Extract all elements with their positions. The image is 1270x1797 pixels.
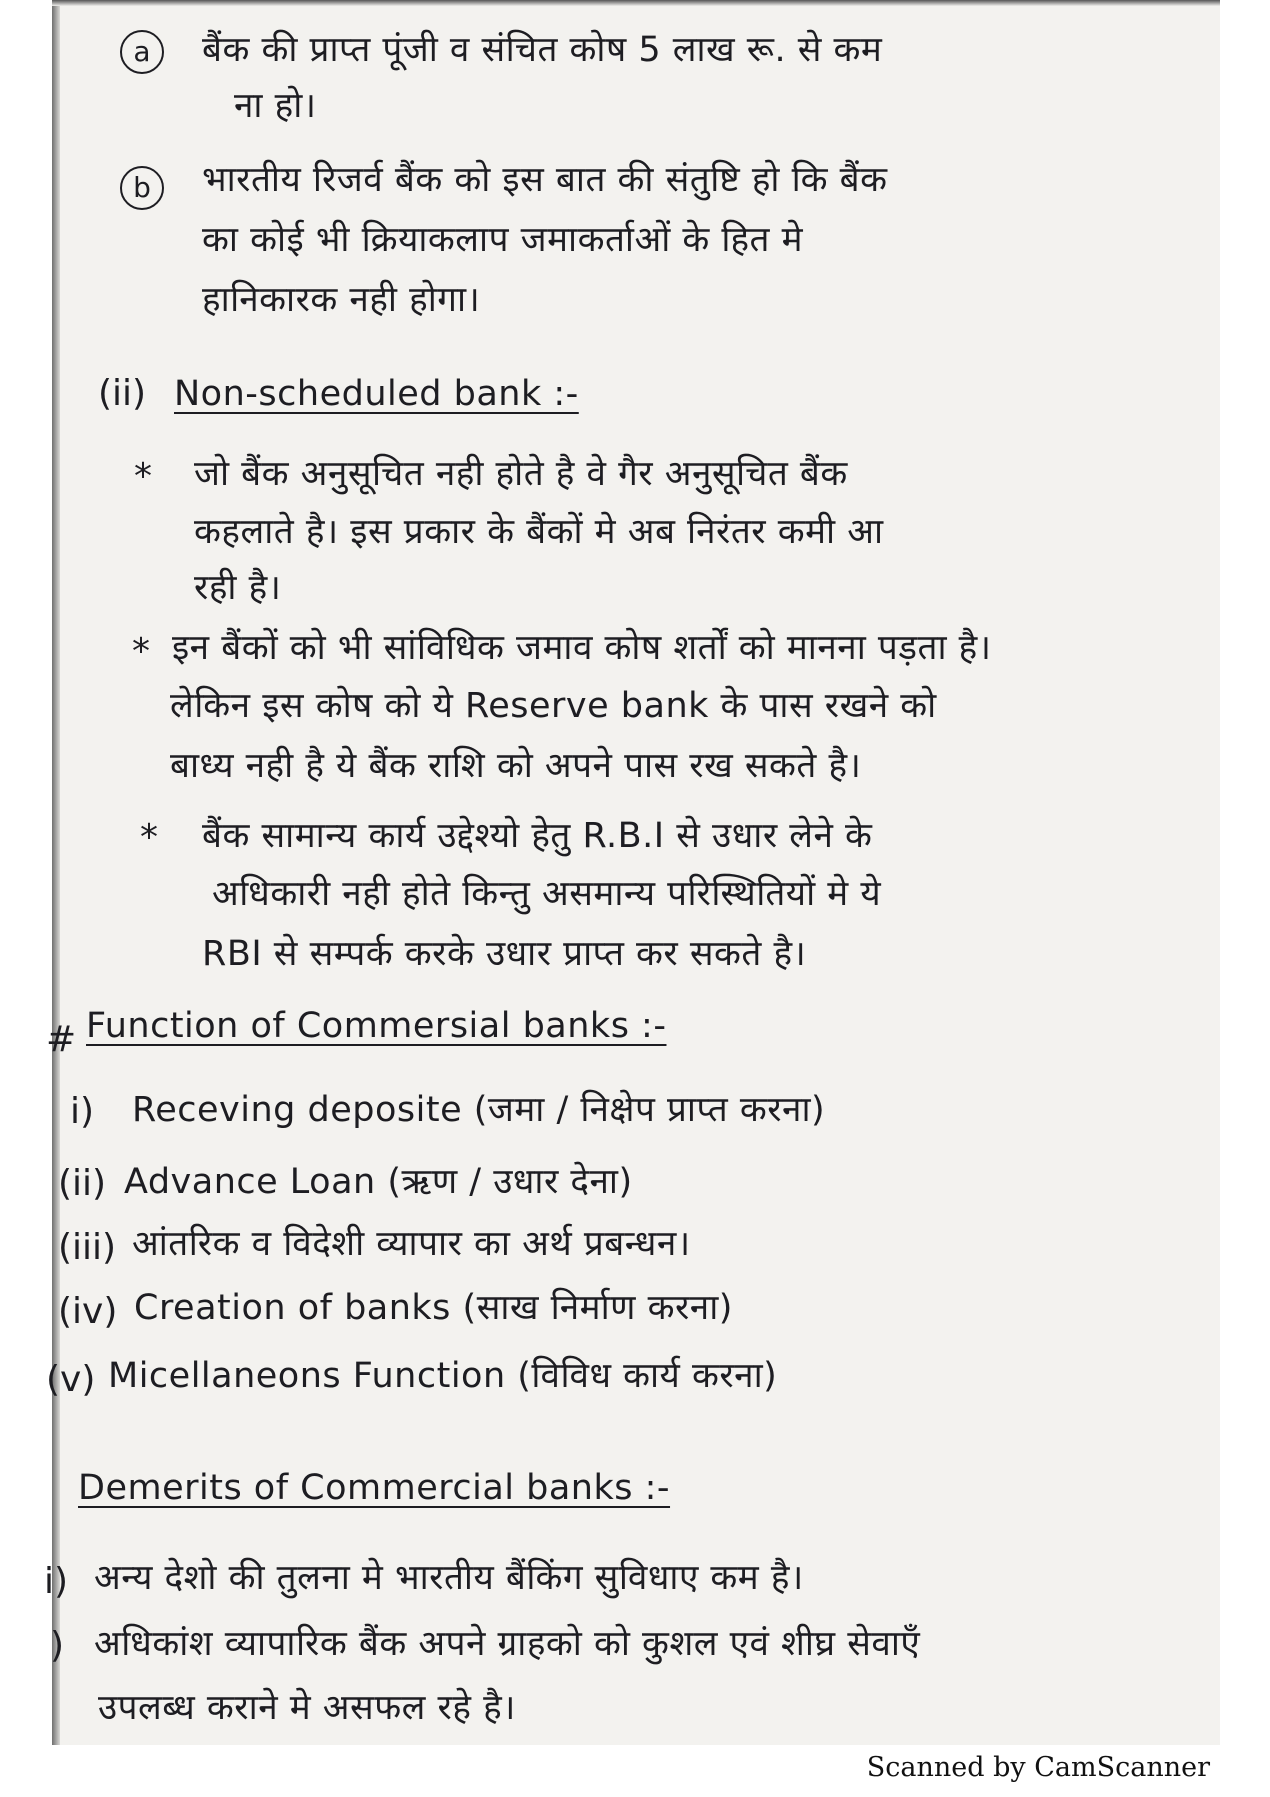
marker-i: i) bbox=[70, 1091, 95, 1132]
text-line: अधिकांश व्यापारिक बैंक अपने ग्राहको को कुशल एवं शीघ्र सेवाएँ bbox=[94, 1624, 921, 1664]
marker-ii: (ii) bbox=[98, 373, 147, 414]
marker-d1: i) bbox=[44, 1561, 69, 1602]
text-line: ना हो। bbox=[234, 86, 317, 126]
marker-b: b bbox=[120, 166, 164, 210]
marker-v: (v) bbox=[46, 1359, 96, 1400]
text-line: रही है। bbox=[194, 568, 282, 608]
list-item: आंतरिक व विदेशी व्यापार का अर्थ प्रबन्धन। bbox=[132, 1224, 691, 1264]
text-line: हानिकारक नही होगा। bbox=[202, 280, 481, 320]
marker-iii: (iii) bbox=[58, 1227, 117, 1268]
bullet-star: * bbox=[140, 817, 158, 858]
list-item: Advance Loan (ऋण / उधार देना) bbox=[124, 1162, 633, 1202]
text-line: बाध्य नही है ये बैंक राशि को अपने पास रख सकते है। bbox=[170, 746, 862, 786]
scanner-watermark: Scanned by CamScanner bbox=[866, 1752, 1210, 1783]
section-heading: Function of Commersial banks :- bbox=[86, 1006, 667, 1046]
scanned-page bbox=[44, 0, 1220, 1745]
bullet-star: * bbox=[134, 456, 152, 497]
text-line: कहलाते है। इस प्रकार के बैंकों मे अब निरंतर कमी आ bbox=[194, 512, 884, 552]
text-line: उपलब्ध कराने मे असफल रहे है। bbox=[98, 1688, 516, 1728]
section-heading: Demerits of Commercial banks :- bbox=[78, 1468, 671, 1508]
text-line: RBI से सम्पर्क करके उधार प्राप्त कर सकते है। bbox=[202, 934, 807, 974]
marker-iv: (iv) bbox=[58, 1291, 118, 1332]
marker-ii: (ii) bbox=[58, 1163, 107, 1204]
text-line: का कोई भी क्रियाकलाप जमाकर्ताओं के हित मे bbox=[202, 220, 804, 260]
marker-d2: ) bbox=[50, 1625, 65, 1666]
page-top-shadow bbox=[52, 0, 1220, 6]
marker-a: a bbox=[120, 30, 164, 74]
text-line: लेकिन इस कोष को ये Reserve bank के पास रखने को bbox=[170, 686, 937, 726]
list-item: Creation of banks (साख निर्माण करना) bbox=[134, 1288, 733, 1328]
list-item: Receving deposite (जमा / निक्षेप प्राप्त करना) bbox=[132, 1090, 826, 1130]
text-line: अधिकारी नही होते किन्तु असमान्य परिस्थितियों मे ये bbox=[212, 874, 882, 914]
text-line: जो बैंक अनुसूचित नही होते है वे गैर अनुसूचित बैंक bbox=[194, 454, 848, 494]
marker-hash: # bbox=[46, 1019, 77, 1060]
text-line: अन्य देशो की तुलना मे भारतीय बैंकिंग सुविधाए कम है। bbox=[94, 1558, 804, 1598]
text-line: बैंक की प्राप्त पूंजी व संचित कोष 5 लाख रू. से कम bbox=[202, 30, 883, 70]
text-line: इन बैंकों को भी सांविधिक जमाव कोष शर्तों को मानना पड़ता है। bbox=[172, 628, 992, 668]
bullet-star: * bbox=[132, 631, 150, 672]
text-line: भारतीय रिजर्व बैंक को इस बात की संतुष्टि हो कि बैंक bbox=[202, 160, 888, 200]
page-edge-shadow bbox=[52, 0, 60, 1745]
section-heading: Non-scheduled bank :- bbox=[174, 374, 579, 414]
list-item: Micellaneons Function (विविध कार्य करना) bbox=[108, 1356, 778, 1396]
text-line: बैंक सामान्य कार्य उद्देश्यो हेतु R.B.I से उधार लेने के bbox=[202, 816, 873, 856]
